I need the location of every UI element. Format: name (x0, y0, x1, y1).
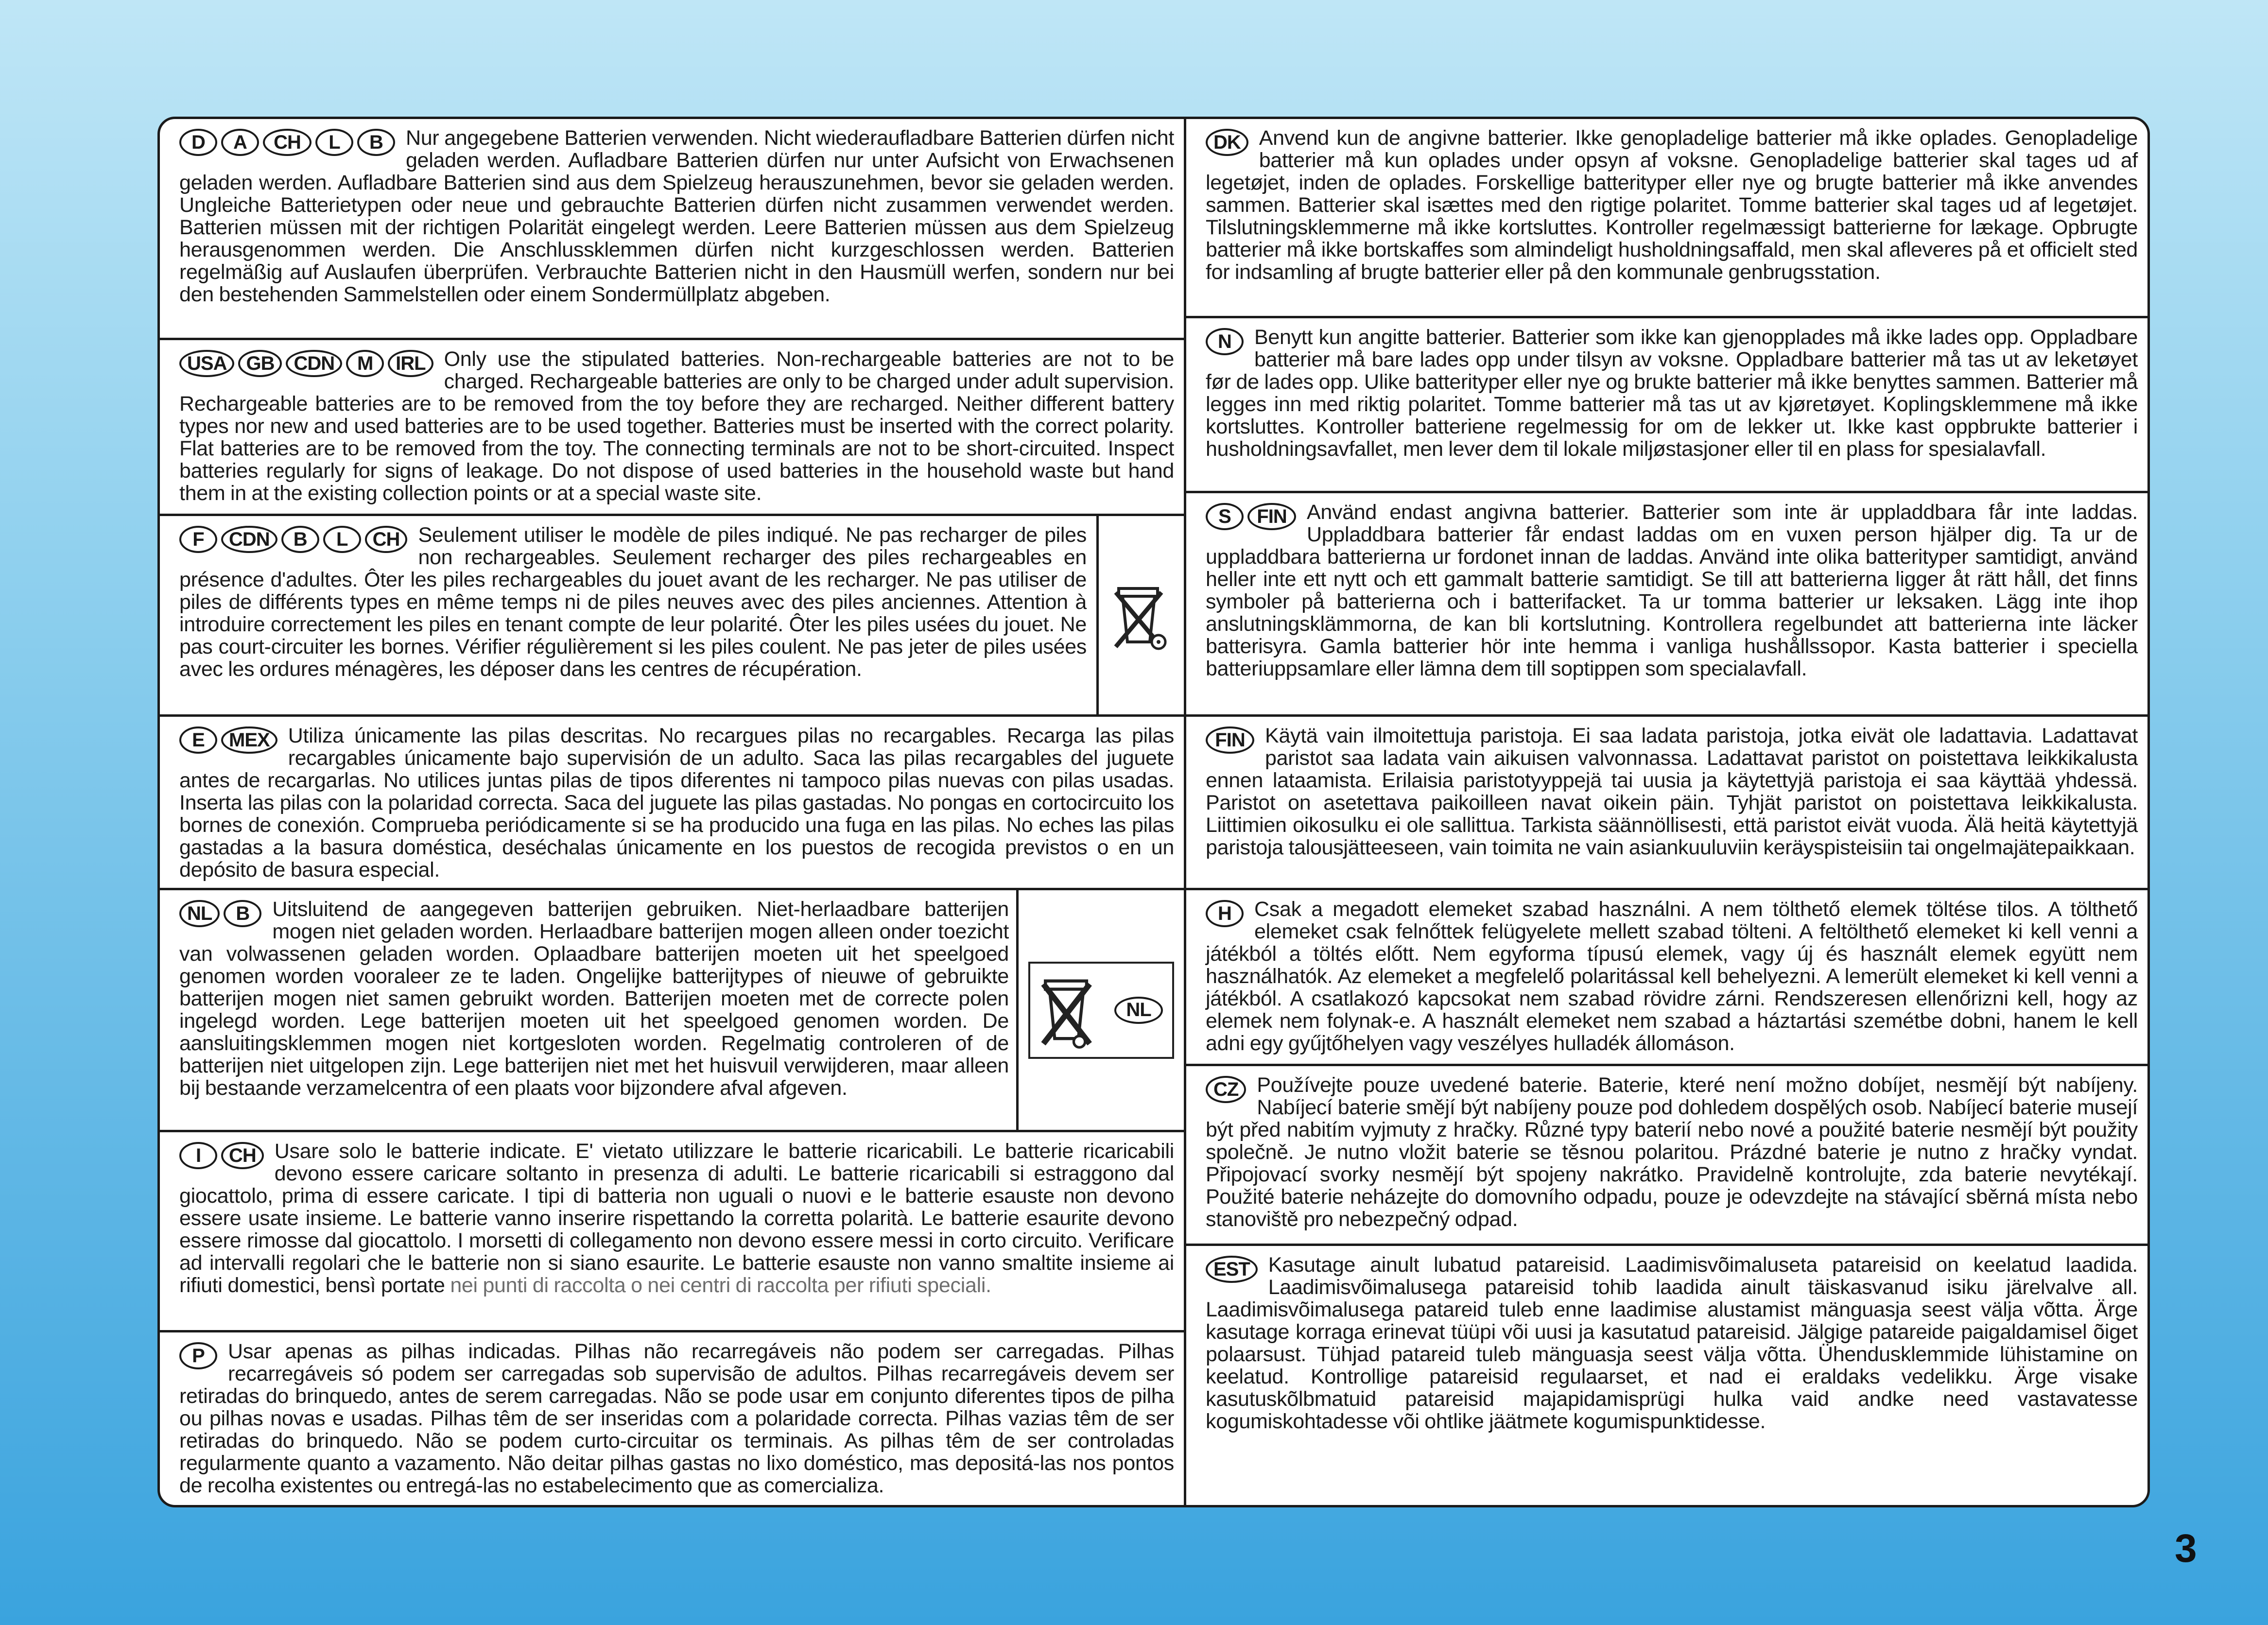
instruction-text: Använd endast angivna batterier. Batterier som inte är uppladdbara får inte laddas. Uppladdbara batterier får endast laddas om en vuxen person hjälper dig. Ta ur de uppladdbara batterierna ur fordonet innan de laddas. Använd inte olika batterityper samtidigt, använd heller inte ett nytt och ett gammalt batterie samtidigt. Se till att batterierna ligger åt rätt håll, det finns symboler på batterierna och i batterifacket. Ta ur tomma batterier ur leksaken. Lägg inte ihop anslutningsklämmorna, de kan bli kortslutning. Kontrollera regelbundet att batterierna inte läcker batterisyra. Gamla batterier hör inte hemma i vanliga hushållssopor. Kasta batterier i speciella batteriuppsamlare eller lämna dem till soptippen som specialavfall. (1206, 501, 2138, 680)
instruction-text: Utiliza únicamente las pilas descritas. No recargues pilas no recargables. Recarga las pilas recargables únicamente bajo supervisión de un adulto. Saca las pilas recargables del juguete antes de recargarlas. No utilices juntas pilas de tipos diferentes ni tampoco pilas nuevas con pilas usadas. Inserta las pilas con la polaridad correcta. Saca del juguete las pilas gastadas. No pongas en cortocircuito los bornes de conexión. Comprueba periódicamente si se ha producido una fuga en las pilas. No eches las pilas gastadas a la basura doméstica, deséchalas únicamente en los puestos de recogida previstos o en un depósito de basura especial. (179, 724, 1174, 882)
country-badge: MEX (221, 726, 277, 754)
country-badges (179, 526, 411, 565)
country-badge: B (224, 900, 261, 927)
country-badges (1206, 129, 1252, 168)
crossed-bin-icon-box (1096, 516, 1184, 714)
country-badges (179, 1342, 221, 1381)
country-badge: CDN (286, 350, 342, 377)
country-badge: H (1206, 900, 1244, 927)
section-no (1186, 318, 2147, 493)
country-badge: D (179, 129, 217, 156)
instruction-text-grey: nei punti di raccolta o nei centri di raccolta per rifiuti speciali. (450, 1274, 991, 1297)
crossed-bin-icon-box (1016, 890, 1184, 1130)
country-badge: A (221, 129, 259, 156)
instruction-text-main: Usare solo le batterie indicate. E' vietato utilizzare le batterie ricaricabili. Le batterie ricaricabili devono essere caricare soltanto in presenza di adulti. Le batterie ricaricabili si estraggono dal giocattolo, prima di essere caricate. I tipi di batteria non uguali o nuovi e le batterie esauste non devono essere usate insieme. Le batterie vanno inserire rispettando la corretta polarità. Le batterie esaurite devono essere rimosse dal giocattolo. I morsetti di collegamento non devono essere messi in corto circuito. Verificare ad intervalli regolari che le batterie non si siano esaurite. Le batterie esauste non vanno smaltite insieme ai rifiuti domestici, bensì portate (179, 1140, 1174, 1297)
section-fr (160, 516, 1184, 717)
country-badge: FIN (1247, 503, 1296, 530)
instruction-text: Csak a megadott elemeket szabad használni. A nem tölthető elemek töltése tilos. A tölthető elemeket csak felnőttek felügyelete mellett szabad tölteni. A feltölthető elemeket ki kell venni a játékból a töltés előtt. Nem egyforma típusú elemek, vagy új és használt elemek együtt nem használhatók. Az elemeket a megfelelő polaritással kell behelyezni. A lemerült elemeket ki kell venni a játékból. A csatlakozó kapcsokat nem szabad rövidre zárni. Rendszeresen ellenőrizni kell, hogy az elemek nem folynak-e. A használt elemeket nem szabad a háztartási szemétbe dobni, hanem le kell adni egy gyűjtőhelyen vagy veszélyes hulladék állomáson. (1206, 898, 2138, 1055)
country-badges (1206, 726, 1258, 765)
country-badge: EST (1206, 1256, 1258, 1283)
nl-badge: NL (1114, 997, 1163, 1024)
section-en (160, 340, 1184, 516)
instruction-text: Benytt kun angitte batterier. Batterier som ikke kan gjenopplades må ikke lades opp. Oppladbare batterier må bare lades opp under tilsyn av voksne. Oppladbare batterier må tas ut av leketøyet før de lades opp. Ulike batterityper eller nye og brukte batterier må ikke benyttes sammen. Batterier må legges inn med riktig polaritet. Tomme batterier må tas ut av kjøretøyet. Koplingsklemmene må ikke kortsluttes. Kontroller batteriene regelmessig for om de lekker ut. Ikke kast oppbrukte batterier i husholdningsavfallet, men lever dem til lokale miljøstasjoner eller til en plass for spesialavfall. (1206, 326, 2138, 461)
country-badge: B (281, 526, 319, 553)
crossed-out-wheelie-bin-icon (1110, 574, 1173, 657)
country-badge: DK (1206, 129, 1248, 156)
instruction-text: Uitsluitend de aangegeven batterijen gebruiken. Niet-herlaadbare batterijen mogen niet geladen worden. Herlaadbare batterijen mogen alleen onder toezicht van volwassenen geladen worden. Oplaadbare batterijen moeten uit het speelgoed genomen worden vooraleer ze te laden. Ongelijke batterijtypes of nieuwe of gebruikte batterijen mogen niet samen gebruikt worden. Batterijen moeten met de correcte polen ingelegd worden. Lege batterijen moeten uit het speelgoed genomen worden. De aansluitingsklemmen mogen niet kortgesloten worden. Regelmatig controleren of de batterijen niet uitgelopen zijn. Lege batterijen niet met het huisvuil verwijderen, maar alleen bij bestaande verzamelcentra of een plaats voor bijzondere afval afgeven. (179, 898, 1009, 1100)
instruction-text: Anvend kun de angivne batterier. Ikke genopladelige batterier må ikke oplades. Genopladelige batterier må kun oplades under opsyn af voksne. Genopladelige batterier skal tages ud af legetøjet, inden de oplades. Forskellige batterityper eller nye og brugte batterier må ikke anvendes sammen. Batterier skal isættes med den rigtige polaritet. Tomme batterier skal tages ud af legetøjet. Tilslutningsklemmerne må ikke kortsluttes. Kontroller regelmæssigt batterierne for lækage. Opbrugte batterier må ikke bortskaffes som almindeligt husholdningsaffald, men skal afleveres på et officielt sted for indsamling af brugte batterier eller på den kommunale genbrugsstation. (1206, 126, 2138, 284)
instruction-text: Usar apenas as pilhas indicadas. Pilhas não recarregáveis não podem ser carregadas. Pilhas recarregáveis só podem ser carregadas sob supervisão de adultos. Pilhas recarregáveis devem ser retiradas do brinquedo, antes de serem carregadas. Não se pode usar em conjunto diferentes tipos de pilha ou pilhas novas e usadas. Pilhas têm de ser inseridas com a polaridade correcta. Pilhas vazias têm de ser retiradas do brinquedo. Não se podem curto-circuitar os terminais. As pilhas têm de ser controladas regularmente quanto a vazamento. Não deitar pilhas gastas no lixo doméstico, mas depositá-las nos pontos de recolha existentes ou entregá-las no estabelecimento que as comercializa. (179, 1340, 1174, 1497)
country-badges (179, 726, 281, 765)
instruction-text (179, 1140, 1174, 1297)
battery-instructions-panel (157, 117, 2150, 1507)
page-number: 3 (2175, 1526, 2197, 1571)
country-badge: I (179, 1142, 217, 1169)
country-badge: CDN (221, 526, 277, 553)
country-badge: CH (263, 129, 312, 156)
country-badges (1206, 328, 1247, 367)
instruction-text: Kasutage ainult lubatud patareisid. Laadimisvõimaluseta patareisid on keelatud laadida. Laadimisvõimalusega patareisid tohib laadida ainult täiskasvanud isiku järelvalve all. Laadimisvõimalusega patareid tuleb enne laadimise alustamist mänguasja seest välja võtta. Ärge kasutage korraga erinevat tüüpi või uusi ja kasutatud patareisid. Jälgige patareide paigaldamisel õiget polaarsust. Tühjad patareid tuleb mänguasja seest välja võtta. Ühendusklemmide lühistamine on keelatud. Kontrollige patareisid regulaarset, et nad ei eraldaks vedelikku. Ärge visake kasutuskõlbmatuid patareisid majapidamisprügi hulka vaid andke need vastavatesse kogumiskohtadesse või ohtlike jäätmete kogumispunktidesse. (1206, 1253, 2138, 1433)
country-badge: FIN (1206, 726, 1254, 754)
instruction-text: Nur angegebene Batterien verwenden. Nicht wiederaufladbare Batterien dürfen nicht geladen werden. Aufladbare Batterien dürfen nur unter Aufsicht von Erwachsenen geladen werden. Aufladbare Batterien sind aus dem Spielzeug herauszunehmen, bevor sie geladen werden. Ungleiche Batterietypen oder neue und gebrauchte Batterien dürfen nicht zusammen verwendet werden. Batterien müssen mit der richtigen Polarität eingelegt werden. Leere Batterien müssen aus dem Spielzeug herausgenommen werden. Die Anschlussklemmen dürfen nicht kurzgeschlossen werden. Batterien regelmäßig auf Auslaufen überprüfen. Verbrauchte Batterien nicht in den Hausmüll werfen, sondern nur bei den bestehenden Sammelstellen oder einem Sondermüllplatz abgeben. (179, 126, 1174, 306)
country-badges (1206, 900, 1247, 939)
section-it (160, 1132, 1184, 1332)
country-badges (179, 1142, 268, 1181)
section-se (1186, 493, 2147, 717)
country-badges (1206, 1256, 1262, 1295)
section-hu (1186, 890, 2147, 1066)
country-badge: P (179, 1342, 217, 1369)
section-cz (1186, 1066, 2147, 1246)
country-badge: L (323, 526, 361, 553)
country-badge: NL (179, 900, 220, 927)
crossed-out-wheelie-bin-icon (1036, 967, 1104, 1054)
country-badges (179, 129, 399, 168)
instruction-text: Käytä vain ilmoitettuja paristoja. Ei saa ladata paristoja, jotka eivät ole ladattavia. Ladattavat paristot saa ladata vain aikuisen valvonnassa. Ladattavat paristot on poistettava leikkikalusta ennen lataamista. Erilaisia paristotyyppejä tai uusia ja käytettyjä paristoja ei saa käyttää yhdessä. Paristot on asetettava paikoilleen navat oikein päin. Tyhjät paristot on poistettava leikkikalusta. Liittimien oikosulku ei ole sallittua. Tarkista säännöllisesti, että paristot eivät vuoda. Älä heitä käytettyjä paristoja talousjätteeseen, vain toimita ne vain asiankuuluviin keräyspisteisiin tai ongelmajätepaikkaan. (1206, 724, 2138, 859)
country-badge: E (179, 726, 217, 754)
section-dk (1186, 119, 2147, 318)
section-fi (1186, 717, 2147, 890)
country-badge: CZ (1206, 1076, 1246, 1103)
country-badges (179, 900, 265, 939)
country-badges (179, 350, 437, 389)
country-badge: IRL (388, 350, 433, 377)
instruction-text: Používejte pouze uvedené baterie. Baterie, které není možno dobíjet, nesmějí být nabíjeny. Nabíjecí baterie smějí být nabíjeny pouze pod dohledem dospělých osob. Nabíjecí baterie musejí být před nabitím vyjmuty z hračky. Různé typy baterií nebo nové a použité baterie nesmějí být použity společně. Je nutno vložit baterie se těsnou polaritou. Prázdné baterie je nutno z hračky vyndat. Připojovací svorky nesmějí být spojeny nakrátko. Pravidelně kontrolujte, zda baterie nevytékají. Použité baterie neházejte do domovního odpadu, pouze je odevzdejte na stávající sběrná místa nebo stanoviště pro nebezpečný odpad. (1206, 1073, 2138, 1231)
country-badge: M (346, 350, 384, 377)
recycle-notice-frame (1028, 962, 1174, 1059)
section-nl (160, 890, 1184, 1132)
section-de (160, 119, 1184, 340)
country-badge: S (1206, 503, 1244, 530)
section-es (160, 717, 1184, 890)
country-badges (1206, 503, 1300, 542)
country-badge: N (1206, 328, 1244, 355)
country-badge: CH (365, 526, 408, 553)
section-pt (160, 1332, 1184, 1507)
country-badge: USA (179, 350, 234, 377)
country-badge: GB (238, 350, 282, 377)
instruction-text: Only use the stipulated batteries. Non-rechargeable batteries are not to be charged. Rechargeable batteries are only to be charged under adult supervision. Rechargeable batteries are to be removed from the toy before they are recharged. Neither different battery types nor new and used batteries are to be used together. Batteries must be inserted with the correct polarity. Flat batteries are to be removed from the toy. The connecting terminals are not to be short-circuited. Inspect batteries regularly for signs of leakage. Do not dispose of used batteries in the household waste but hand them in at the existing collection points or at a special waste site. (179, 347, 1174, 505)
section-ee (1186, 1246, 2147, 1507)
country-badge: B (357, 129, 395, 156)
country-badge: CH (221, 1142, 264, 1169)
country-badge: L (315, 129, 353, 156)
country-badge: F (179, 526, 217, 553)
country-badges (1206, 1076, 1250, 1115)
instruction-text: Seulement utiliser le modèle de piles indiqué. Ne pas recharger de piles non rechargeables. Seulement recharger des piles rechargeables en présence d'adultes. Ôter les piles rechargeables du jouet avant de les recharger. Ne pas utiliser de piles de différents types en même temps ni de piles neuves avec des piles anciennes. Attention à introduire correctement les piles en tenant compte de leur polarité. Ôter les piles usées du jouet. Ne pas court-circuiter les bornes. Vérifier régulièrement si les piles coulent. Ne pas jeter de piles usées avec les ordures ménagères, les déposer dans les centres de récupération. (179, 523, 1087, 681)
